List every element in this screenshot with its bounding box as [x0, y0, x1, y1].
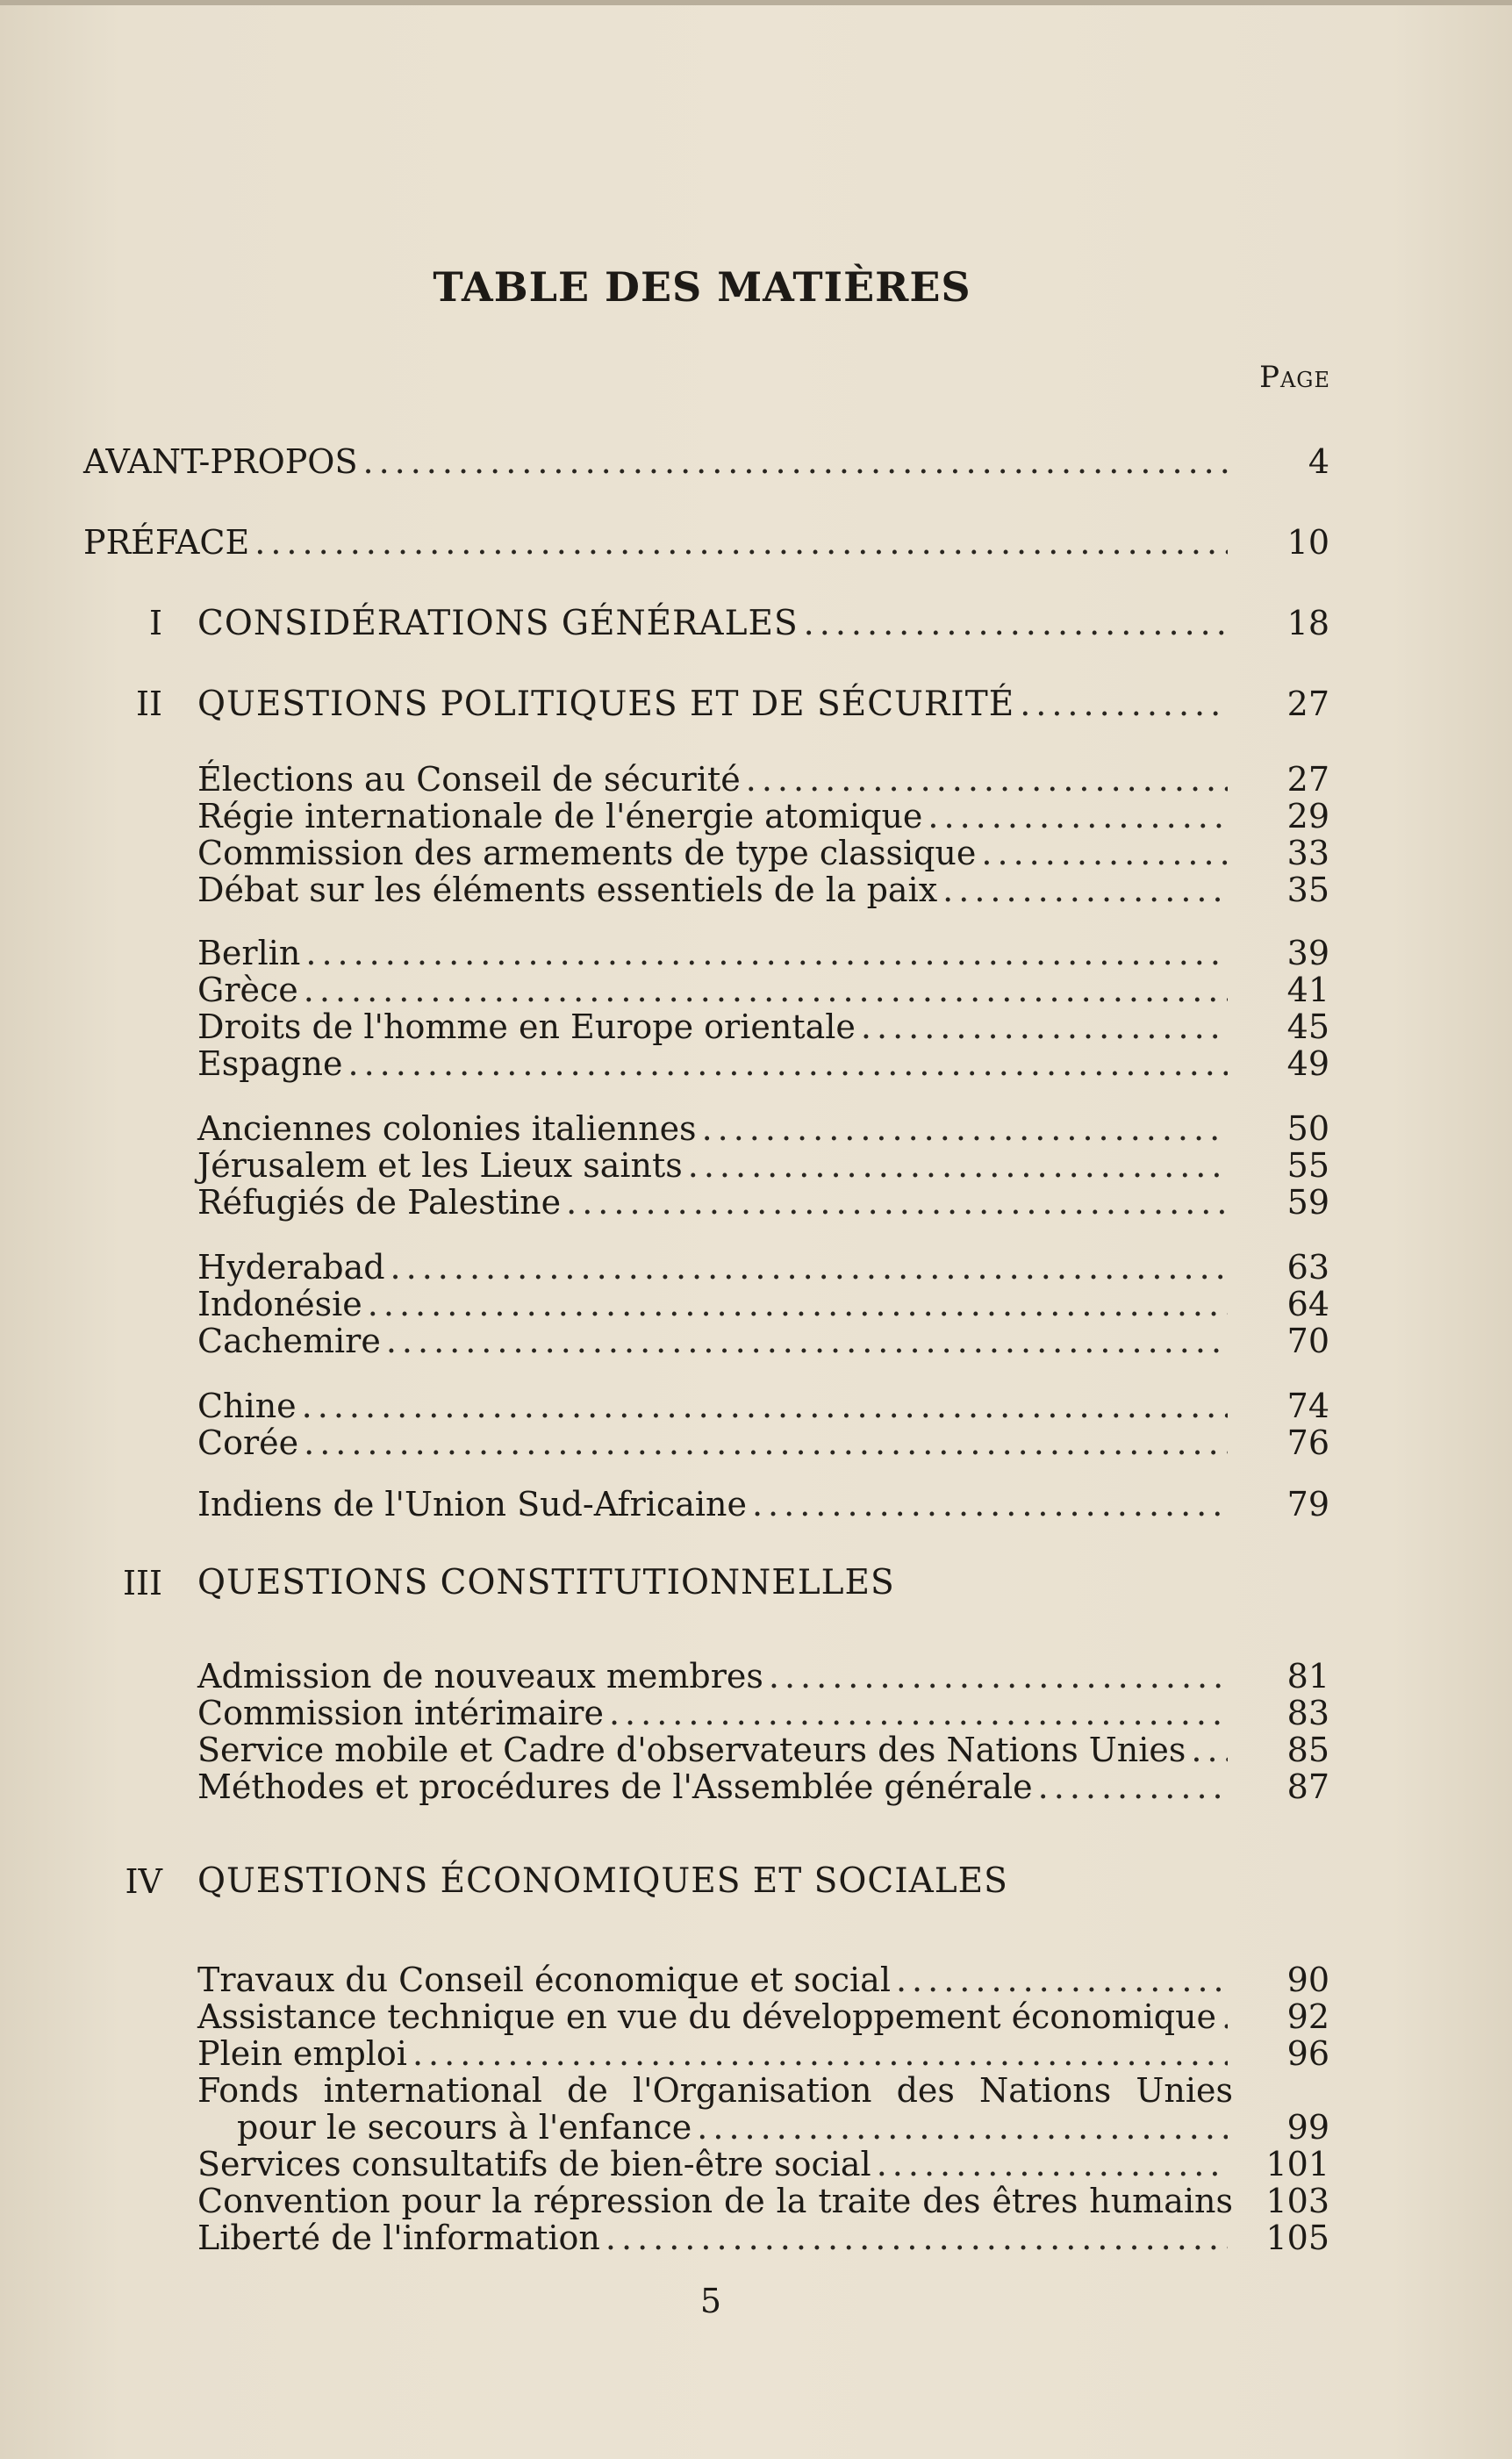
toc-dot-leader: [746, 758, 1228, 800]
toc-dot-leader: [348, 1043, 1228, 1085]
toc-entry-label: Travaux du Conseil économique et social: [197, 1961, 891, 1999]
toc-entry[interactable]: [197, 1246, 1329, 1288]
toc-entry[interactable]: [197, 1006, 1329, 1048]
toc-entry-label: Débat sur les éléments essentiels de la paix: [197, 871, 938, 909]
toc-entry-page: 4: [1308, 442, 1329, 481]
toc-dot-leader: [981, 832, 1228, 874]
toc-entry-label: Droits de l'homme en Europe orientale: [197, 1007, 856, 1046]
toc-entry-label: Convention pour la répression de la traite des êtres humains: [197, 2182, 1233, 2220]
toc-entry-label: Indiens de l'Union Sud-Africaine: [197, 1485, 747, 1523]
toc-entry-page: 74: [1286, 1387, 1329, 1425]
toc-entry-label: Service mobile et Cadre d'observateurs des Nations Unies: [197, 1731, 1186, 1769]
toc-entry-label: QUESTIONS POLITIQUES ET DE SÉCURITÉ: [197, 685, 1015, 724]
toc-entry-label: QUESTIONS CONSTITUTIONNELLES: [197, 1563, 895, 1602]
toc-entry-page: 101: [1265, 2145, 1329, 2183]
toc-entry-label: Services consultatifs de bien-être social: [197, 2145, 871, 2183]
toc-dot-leader: [804, 602, 1228, 644]
toc-entry-numeral: III: [122, 1564, 162, 1602]
toc-dot-leader: [861, 1006, 1228, 1048]
toc-entry-page: 105: [1265, 2219, 1329, 2257]
toc-dot-leader: [1191, 1729, 1228, 1771]
toc-entry[interactable]: [237, 2106, 1329, 2148]
toc-dot-leader: [391, 1246, 1228, 1288]
toc-entry-page: 90: [1286, 1961, 1329, 1999]
toc-entry[interactable]: [79, 602, 1329, 644]
toc-entry-page: 87: [1286, 1767, 1329, 1806]
toc-entry-page: 35: [1286, 871, 1329, 909]
toc-entry-page: 39: [1286, 934, 1329, 972]
toc-entry[interactable]: [79, 683, 1329, 725]
toc-entry[interactable]: [197, 1043, 1329, 1085]
toc-dot-leader: [697, 2106, 1228, 2148]
toc-entry[interactable]: [197, 869, 1329, 911]
toc-dot-leader: [386, 1320, 1228, 1362]
toc-entry-page: 55: [1286, 1146, 1329, 1185]
toc-entry-numeral: IV: [125, 1862, 162, 1901]
toc-entry-page: 33: [1286, 834, 1329, 872]
toc-entry[interactable]: [197, 1108, 1329, 1150]
toc-entry-label: AVANT-PROPOS: [83, 442, 358, 481]
toc-dot-leader: [302, 1385, 1228, 1427]
toc-dot-leader: [609, 1692, 1228, 1734]
toc-entry-label: Grèce: [197, 971, 298, 1009]
toc-entry-page: 49: [1286, 1044, 1329, 1083]
toc-entry[interactable]: [197, 1996, 1329, 2038]
toc-dot-leader: [877, 2143, 1228, 2185]
toc-entry-label: pour le secours à l'enfance: [237, 2108, 692, 2147]
toc-entry-page: 63: [1286, 1248, 1329, 1287]
toc-entry-page: 99: [1286, 2108, 1329, 2147]
toc-entry-page: 79: [1286, 1485, 1329, 1523]
toc-dot-leader: [1020, 683, 1228, 725]
toc-entry[interactable]: [83, 441, 1329, 483]
toc-entry-numeral: II: [135, 685, 162, 723]
toc-entry[interactable]: [197, 795, 1329, 837]
toc-dot-leader: [752, 1483, 1228, 1525]
toc-entry-label: Commission intérimaire: [197, 1694, 604, 1732]
page-number: 5: [699, 2282, 722, 2320]
toc-entry-page: 45: [1286, 1007, 1329, 1046]
toc-entry-label: Liberté de l'information: [197, 2219, 600, 2257]
page-title: TABLE DES MATIÈRES: [433, 263, 971, 311]
toc-entry[interactable]: [197, 2180, 1329, 2222]
toc-entry-page: 29: [1286, 797, 1329, 835]
toc-dot-leader: [688, 1144, 1228, 1186]
toc-entry-label: Chine: [197, 1387, 297, 1425]
toc-entry[interactable]: [79, 1562, 1329, 1604]
toc-entry-label: Espagne: [197, 1044, 343, 1083]
toc-entry[interactable]: [197, 1320, 1329, 1362]
toc-entry[interactable]: [197, 2069, 1329, 2111]
toc-entry[interactable]: [197, 1766, 1329, 1808]
toc-entry[interactable]: [197, 1692, 1329, 1734]
toc-entry-page: 27: [1286, 760, 1329, 799]
toc-dot-leader: [942, 869, 1228, 911]
toc-entry-numeral: I: [148, 604, 162, 642]
toc-entry-page: 92: [1286, 1997, 1329, 2036]
toc-entry-label: Réfugiés de Palestine: [197, 1183, 562, 1222]
page-top-edge: [0, 0, 1512, 5]
toc-entry-label: PRÉFACE: [83, 523, 250, 562]
toc-dot-leader: [606, 2217, 1228, 2259]
toc-entry[interactable]: [197, 1959, 1329, 2001]
toc-dot-leader: [928, 795, 1228, 837]
toc-entry-page: 103: [1265, 2182, 1329, 2220]
toc-entry-page: 64: [1286, 1285, 1329, 1323]
toc-entry[interactable]: [197, 969, 1329, 1011]
toc-dot-leader: [1222, 1996, 1228, 2038]
toc-entry-label: Jérusalem et les Lieux saints: [197, 1146, 683, 1185]
toc-dot-leader: [412, 2032, 1228, 2075]
toc-entry[interactable]: [197, 1729, 1329, 1771]
toc-entry[interactable]: [197, 1483, 1329, 1525]
toc-entry-label: Cachemire: [197, 1322, 381, 1360]
toc-entry-label: CONSIDÉRATIONS GÉNÉRALES: [197, 604, 799, 643]
toc-entry-page: 41: [1286, 971, 1329, 1009]
toc-entry-page: 50: [1286, 1109, 1329, 1148]
toc-entry[interactable]: [197, 2032, 1329, 2075]
toc-entry-label: Assistance technique en vue du développement économique: [197, 1997, 1217, 2036]
toc-dot-leader: [769, 1655, 1228, 1697]
toc-entry-label: Admission de nouveaux membres: [197, 1657, 763, 1695]
toc-entry[interactable]: [197, 2217, 1329, 2259]
toc-entry-page: 70: [1286, 1322, 1329, 1360]
toc-entry-page: 85: [1286, 1731, 1329, 1769]
toc-entry[interactable]: [197, 1144, 1329, 1186]
toc-entry[interactable]: [83, 521, 1329, 563]
toc-dot-leader: [566, 1181, 1228, 1223]
toc-entry-label: Plein emploi: [197, 2034, 407, 2073]
toc-dot-leader: [896, 1959, 1228, 2001]
toc-dot-leader: [304, 1422, 1228, 1464]
toc-entry-page: 18: [1286, 604, 1329, 642]
toc-entry-page: 81: [1286, 1657, 1329, 1695]
toc-entry-label: Fonds international de l'Organisation des Nations Unies: [197, 2071, 1233, 2110]
toc-entry-page: 10: [1286, 523, 1329, 562]
toc-entry-page: 59: [1286, 1183, 1329, 1222]
page-column-header: Page: [1259, 360, 1330, 395]
toc-entry-page: 27: [1286, 685, 1329, 723]
toc-dot-leader: [368, 1283, 1228, 1325]
toc-entry-page: 76: [1286, 1423, 1329, 1462]
toc-entry-label: Berlin: [197, 934, 301, 972]
toc-entry-label: Commission des armements de type classique: [197, 834, 977, 872]
toc-dot-leader: [304, 969, 1228, 1011]
toc-entry-label: Indonésie: [197, 1285, 362, 1323]
toc-entry-page: 96: [1286, 2034, 1329, 2073]
toc-dot-leader: [254, 521, 1228, 563]
toc-dot-leader: [1038, 1766, 1228, 1808]
toc-entry[interactable]: [197, 1385, 1329, 1427]
toc-entry[interactable]: [197, 1181, 1329, 1223]
toc-dot-leader: [362, 441, 1228, 483]
toc-entry[interactable]: [197, 2143, 1329, 2185]
toc-entry[interactable]: [197, 1283, 1329, 1325]
toc-entry[interactable]: [197, 758, 1329, 800]
toc-entry-label: Anciennes colonies italiennes: [197, 1109, 697, 1148]
toc-entry[interactable]: [197, 1655, 1329, 1697]
toc-entry-label: QUESTIONS ÉCONOMIQUES ET SOCIALES: [197, 1861, 1008, 1901]
toc-entry[interactable]: [79, 1860, 1329, 1903]
toc-entry[interactable]: [197, 832, 1329, 874]
toc-entry-label: Élections au Conseil de sécurité: [197, 760, 741, 799]
toc-entry[interactable]: [197, 932, 1329, 974]
toc-entry-label: Hyderabad: [197, 1248, 385, 1287]
toc-dot-leader: [305, 932, 1228, 974]
toc-entry-label: Régie internationale de l'énergie atomique: [197, 797, 923, 835]
toc-entry-label: Méthodes et procédures de l'Assemblée générale: [197, 1767, 1033, 1806]
toc-entry[interactable]: [197, 1422, 1329, 1464]
toc-entry-label: Corée: [197, 1423, 299, 1462]
toc-dot-leader: [702, 1108, 1228, 1150]
toc-entry-page: 83: [1286, 1694, 1329, 1732]
